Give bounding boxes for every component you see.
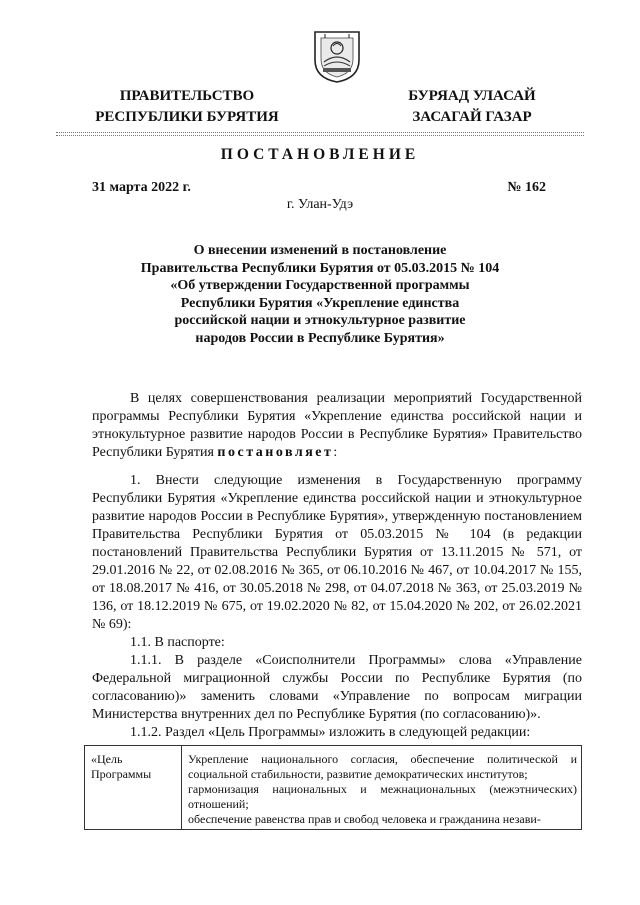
header-right <box>372 86 572 128</box>
title-line: Правительства Республики Бурятия от 05.03.2015 № 104 <box>140 260 500 276</box>
document-date: 31 марта 2022 г. <box>92 180 191 195</box>
table-line: обеспечение равенства прав и свобод человека и гражданина незави- <box>188 812 541 826</box>
title-line: народов России в Республике Бурятия» <box>195 330 445 346</box>
preamble-paragraph: В целях совершенствования реализации мероприятий Государственной программы Республики Бурятия «Укрепление единства российской нации и этнокультурное развитие народов России в Республике Бурятия» Правительство Республики Бурятия постановляет: <box>92 391 582 460</box>
clause-1-1-2-text: 1.1.2. Раздел «Цель Программы» изложить в следующей редакции: <box>130 725 531 740</box>
clause-1-1-1-text: 1.1.1. В разделе «Соисполнители Программы» слова «Управление Федеральной миграционной службы России по Республике Бурятия (по согласованию)» заменить словами «Управление по вопросам миграции Министерства внутренних дел по Республике Бурятия (по согласованию)». <box>92 653 582 722</box>
title-line: «Об утверждении Государственной программы <box>170 278 470 293</box>
document-title <box>100 242 540 347</box>
header-left <box>72 86 302 128</box>
title-line: Республики Бурятия «Укрепление единства <box>180 295 460 311</box>
title-line: российской нации и этнокультурное развитие <box>174 313 466 328</box>
buryatia-emblem-icon <box>311 26 363 84</box>
header-right-line2: ЗАСАГАЙ ГАЗАР <box>412 109 532 125</box>
document-number: № 162 <box>507 180 546 195</box>
preamble-text: В целях совершенствования реализации мероприятий Государственной программы Республики Бурятия «Укрепление единства российской нации и этнокультурное развитие народов России в Республике Бурятия» Правительство Республики Бурятия <box>92 391 582 460</box>
table-row <box>85 746 582 830</box>
header-divider <box>56 132 584 136</box>
title-line: О внесении изменений в постановление <box>193 243 447 258</box>
clause-1-1-2-paragraph <box>92 724 582 742</box>
document-city: г. Улан-Удэ <box>286 197 354 212</box>
clause-1-text: 1. Внести следующие изменения в Государственную программу Республики Бурятия «Укрепление единства российской нации и этнокультурное развитие народов России в Республике Бурятия», утвержденную постановлением Правительства Республики Бурятия от 05.03.2015 № 104 (в редакции постановлений Правительства Республики Бурятия от 13.11.2015 № 571, от 29.01.2016 № 22, от 02.08.2016 № 365, от 06.10.2016 № 467, от 10.04.2017 № 155, от 18.08.2017 № 416, от 30.05.2018 № 298, от 04.07.2018 № 363, от 25.03.2019 № 136, от 18.12.2019 № 675, от 19.02.2020 № 82, от 15.04.2020 № 202, от 26.02.2021 № 69): <box>92 473 582 632</box>
decree-word: постановляет <box>217 445 334 460</box>
table-content-cell <box>182 746 582 830</box>
table-line: Укрепление национального согласия, обеспечение политической и социальной стабильности, развитие демократических институтов; <box>188 752 577 781</box>
program-goal-table <box>84 745 582 830</box>
table-line: гармонизация национальных и межнациональных (межэтнических) отношений; <box>188 782 577 811</box>
clause-1-1-text: 1.1. В паспорте: <box>130 635 225 650</box>
clause-1-1-1-paragraph <box>92 652 582 724</box>
header-right-line1: БУРЯАД УЛАСАЙ <box>408 88 536 104</box>
clause-1-1-paragraph <box>92 634 582 652</box>
document-type: ПОСТАНОВЛЕНИЕ <box>220 146 420 163</box>
table-label-cell: «Цель Программы <box>85 746 182 830</box>
header-left-line2: РЕСПУБЛИКИ БУРЯТИЯ <box>95 109 279 125</box>
header-left-line1: ПРАВИТЕЛЬСТВО <box>119 88 255 104</box>
clause-1-paragraph <box>92 472 582 634</box>
